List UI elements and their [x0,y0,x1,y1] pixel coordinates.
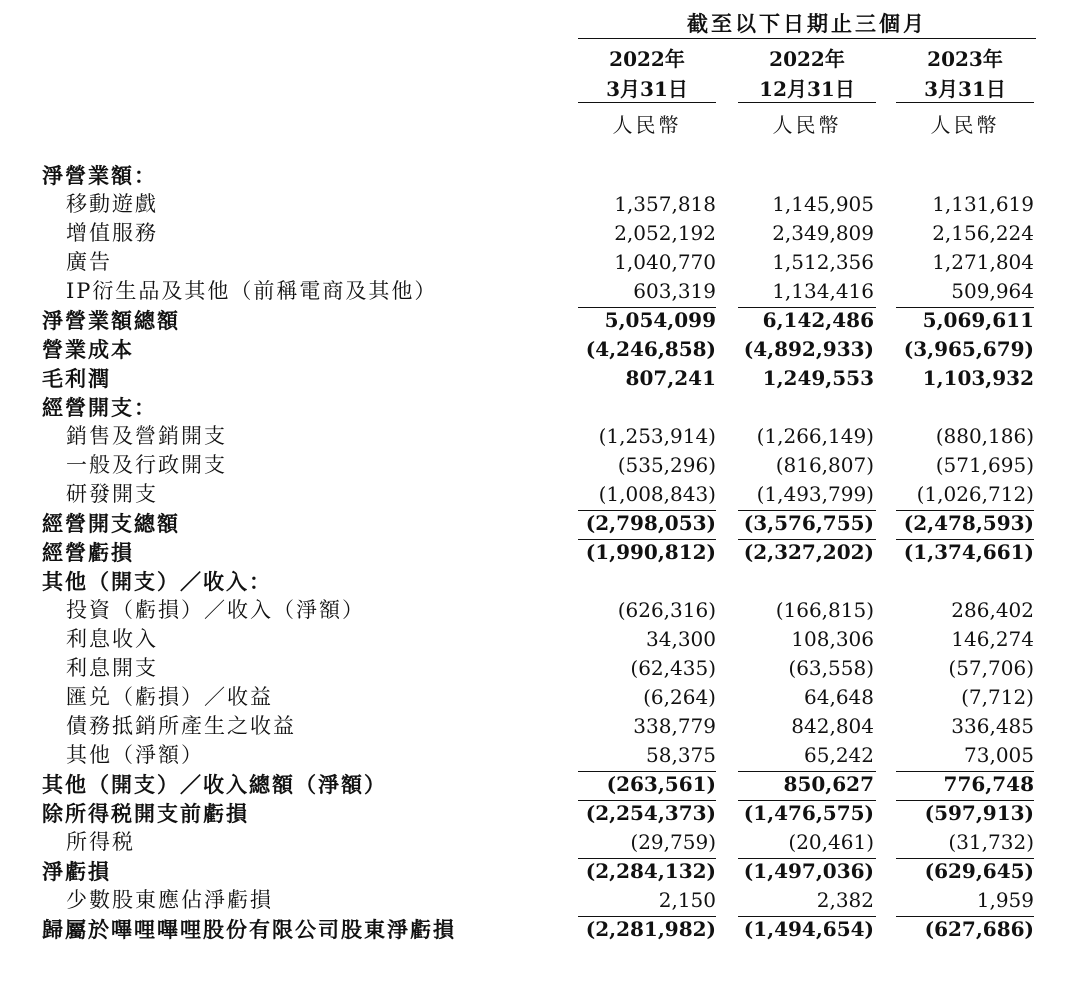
row-label: 營業成本 [42,337,134,362]
row-value-col2: (816,807) [775,453,874,477]
column-currency: 人民幣 [612,113,682,137]
subtotal-rule [578,539,716,540]
table-row [0,567,1080,596]
row-label: 淨營業額： [42,163,157,188]
table-row [0,219,1080,248]
period-group-underline [578,38,1036,39]
row-value-col2: (4,892,933) [743,337,874,361]
table-row [0,190,1080,219]
table-row [0,886,1080,915]
row-label: 除所得税開支前虧損 [42,801,249,826]
row-label: 增值服務 [66,221,158,245]
row-value-col1: (535,296) [617,453,716,477]
column-year: 2023年 [927,47,1003,71]
subtotal-rule [896,307,1034,308]
table-row [0,828,1080,857]
row-value-col2: (1,476,575) [743,801,874,825]
subtotal-rule [738,307,876,308]
row-value-col2: (63,558) [788,656,874,680]
row-label: 經營虧損 [42,540,134,565]
row-value-col1: (6,264) [643,685,716,709]
column-currency: 人民幣 [930,113,1000,137]
row-label: 毛利潤 [42,366,111,391]
row-label: 其他（開支）／收入總額（淨額） [42,772,387,797]
row-value-col2: 842,804 [791,714,874,738]
row-value-col2: 1,249,553 [762,366,874,390]
table-row [0,654,1080,683]
row-value-col1: 58,375 [646,743,716,767]
row-value-col1: (1,008,843) [598,482,716,506]
row-value-col2: (1,494,654) [743,917,874,941]
column-currency: 人民幣 [772,113,842,137]
row-value-col3: 5,069,611 [922,308,1034,332]
row-value-col3: (880,186) [935,424,1034,448]
row-label: 淨虧損 [42,859,111,884]
period-group-header: 截至以下日期止三個月 [687,11,927,36]
row-label: 投資（虧損）／收入（淨額） [66,598,365,622]
row-value-col1: (1,253,914) [598,424,716,448]
subtotal-rule [738,539,876,540]
column-header-underline [738,102,876,103]
subtotal-rule [896,916,1034,917]
row-label: 歸屬於嗶哩嗶哩股份有限公司股東淨虧損 [42,917,456,942]
column-header-underline [578,102,716,103]
table-row [0,770,1080,799]
row-label: 利息開支 [66,656,158,680]
subtotal-rule [738,916,876,917]
row-value-col2: 1,134,416 [772,279,874,303]
row-value-col3: 1,103,932 [922,366,1034,390]
row-value-col3: (571,695) [935,453,1034,477]
row-value-col3: (597,913) [924,801,1034,825]
row-value-col3: 336,485 [951,714,1034,738]
column-header-3 [896,44,1034,140]
row-value-col1: (263,561) [606,772,716,796]
row-value-col2: 64,648 [804,685,874,709]
subtotal-rule [578,858,716,859]
table-row [0,596,1080,625]
row-label: 利息收入 [66,627,158,651]
column-header-2 [738,44,876,140]
row-value-col1: (626,316) [617,598,716,622]
row-value-col3: 286,402 [951,598,1034,622]
subtotal-rule [738,771,876,772]
table-row [0,915,1080,944]
row-value-col2: (2,327,202) [743,540,874,564]
table-row [0,306,1080,335]
row-value-col1: 2,150 [658,888,716,912]
subtotal-rule [896,510,1034,511]
row-value-col1: (2,798,053) [585,511,716,535]
row-value-col1: 1,357,818 [614,192,716,216]
subtotal-rule [578,307,716,308]
row-value-col2: (166,815) [775,598,874,622]
row-value-col1: (4,246,858) [585,337,716,361]
row-value-col3: 73,005 [964,743,1034,767]
row-value-col2: 2,349,809 [772,221,874,245]
row-value-col1: (2,281,982) [585,917,716,941]
row-value-col3: (31,732) [948,830,1034,854]
row-value-col3: 2,156,224 [932,221,1034,245]
table-row [0,422,1080,451]
row-value-col2: (1,493,799) [756,482,874,506]
column-header-1 [578,44,716,140]
table-row [0,712,1080,741]
row-value-col3: 509,964 [951,279,1034,303]
subtotal-rule [896,539,1034,540]
row-value-col1: (62,435) [630,656,716,680]
row-label: 少數股東應佔淨虧損 [66,888,273,912]
row-label: 一般及行政開支 [66,453,227,477]
subtotal-rule [896,771,1034,772]
row-value-col3: (2,478,593) [903,511,1034,535]
table-row [0,277,1080,306]
column-year: 2022年 [609,47,685,71]
table-row [0,451,1080,480]
row-value-col1: 603,319 [633,279,716,303]
subtotal-rule [896,800,1034,801]
table-row [0,538,1080,567]
table-row [0,161,1080,190]
column-year: 2022年 [769,47,845,71]
table-row [0,857,1080,886]
row-value-col3: (57,706) [948,656,1034,680]
row-label: 其他（開支）／收入： [42,569,272,594]
row-value-col1: (29,759) [630,830,716,854]
row-value-col2: 850,627 [783,772,874,796]
row-value-col2: 65,242 [804,743,874,767]
row-value-col3: (7,712) [961,685,1034,709]
row-value-col3: (629,645) [924,859,1034,883]
table-row [0,683,1080,712]
row-value-col1: 1,040,770 [614,250,716,274]
row-value-col3: (627,686) [924,917,1034,941]
subtotal-rule [578,916,716,917]
row-value-col2: 1,512,356 [772,250,874,274]
row-label: 銷售及營銷開支 [66,424,227,448]
table-row [0,509,1080,538]
table-row [0,480,1080,509]
row-label: IP衍生品及其他（前稱電商及其他） [66,279,438,303]
row-value-col3: 776,748 [943,772,1034,796]
table-row [0,741,1080,770]
row-label: 其他（淨額） [66,743,204,767]
row-label: 廣告 [66,250,112,274]
subtotal-rule [738,800,876,801]
row-value-col1: (1,990,812) [585,540,716,564]
column-date: 3月31日 [924,77,1006,101]
row-value-col1: 807,241 [625,366,716,390]
row-value-col3: (3,965,679) [903,337,1034,361]
subtotal-rule [896,858,1034,859]
row-label: 所得税 [66,830,135,854]
table-row [0,393,1080,422]
row-value-col2: (20,461) [788,830,874,854]
table-row [0,335,1080,364]
row-value-col2: (1,497,036) [743,859,874,883]
row-label: 淨營業額總額 [42,308,180,333]
table-row [0,364,1080,393]
subtotal-rule [578,510,716,511]
table-row [0,248,1080,277]
row-value-col3: (1,026,712) [916,482,1034,506]
row-value-col3: 1,959 [976,888,1034,912]
subtotal-rule [738,510,876,511]
row-label: 匯兑（虧損）／收益 [66,685,273,709]
row-label: 移動遊戲 [66,192,158,216]
row-value-col3: (1,374,661) [903,540,1034,564]
row-value-col1: 5,054,099 [604,308,716,332]
row-value-col2: (1,266,149) [756,424,874,448]
table-row [0,625,1080,654]
row-value-col3: 146,274 [951,627,1034,651]
row-value-col2: 6,142,486 [762,308,874,332]
row-label: 經營開支總額 [42,511,180,536]
row-value-col2: 1,145,905 [772,192,874,216]
row-value-col2: (3,576,755) [743,511,874,535]
row-label: 經營開支： [42,395,157,420]
row-value-col1: 2,052,192 [614,221,716,245]
subtotal-rule [738,858,876,859]
column-date: 3月31日 [606,77,688,101]
row-label: 債務抵銷所產生之收益 [66,714,296,738]
column-header-underline [896,102,1034,103]
row-value-col3: 1,131,619 [932,192,1034,216]
subtotal-rule [578,800,716,801]
row-value-col1: 34,300 [646,627,716,651]
row-value-col2: 108,306 [791,627,874,651]
row-value-col2: 2,382 [816,888,874,912]
row-label: 研發開支 [66,482,158,506]
column-date: 12月31日 [759,77,855,101]
row-value-col3: 1,271,804 [932,250,1034,274]
row-value-col1: (2,254,373) [585,801,716,825]
row-value-col1: 338,779 [633,714,716,738]
table-row [0,799,1080,828]
subtotal-rule [578,771,716,772]
row-value-col1: (2,284,132) [585,859,716,883]
